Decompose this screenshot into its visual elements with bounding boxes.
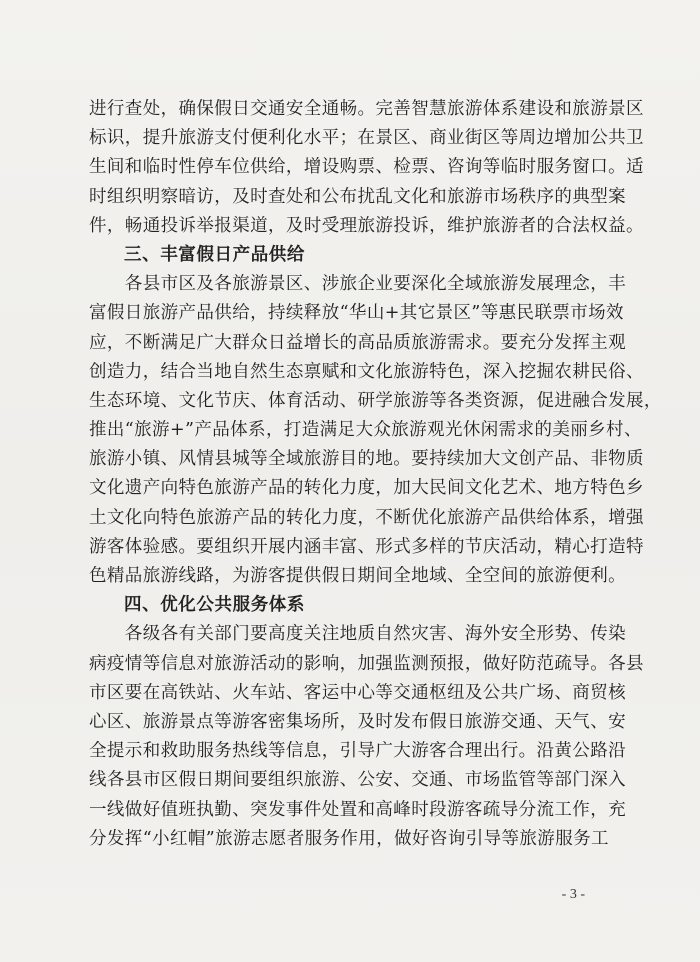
text-line: 市区要在高铁站、火车站、客运中心等交通枢纽及公共广场、商贸核 (89, 682, 626, 703)
page-number: - 3 - (561, 887, 585, 902)
text-line: 游客体验感。要组织开展内涵丰富、形式多样的节庆活动，精心打造特 (89, 536, 644, 557)
text-line: 各级各有关部门要高度关注地质自然灾害、海外安全形势、传染 (89, 624, 626, 645)
text-line: 色精品旅游线路，为游客提供假日期间全地域、全空间的旅游便利。 (89, 566, 626, 586)
text-line: 文化遗产向特色旅游产品的转化力度，加大民间文化艺术、地方特色乡 (89, 478, 644, 499)
text-line: 推出“旅游+”产品体系，打造满足大众旅游观光休闲需求的美丽乡村、 (89, 420, 642, 441)
text-line: 心区、旅游景点等游客密集场所，及时发布假日旅游交通、天气、安 (89, 711, 626, 732)
text-line: 富假日旅游产品供给，持续释放“华山+其它景区”等惠民联票市场效 (89, 303, 624, 324)
text-line: 分发挥“小红帽”旅游志愿者服务作用，做好咨询引导等旅游服务工 (89, 828, 609, 849)
text-line: 病疫情等信息对旅游活动的影响，加强监测预报，做好防范疏导。各县 (89, 653, 644, 674)
text-line: 进行查处，确保假日交通安全通畅。完善智慧旅游体系建设和旅游景区 (89, 99, 644, 119)
text-line: 件，畅通投诉举报渠道，及时受理旅游投诉，维护旅游者的合法权益。 (89, 215, 644, 236)
text-line: 生间和临时性停车位供给，增设购票、检票、咨询等临时服务窗口。适 (89, 157, 644, 178)
section-heading: 四、优化公共服务体系 (124, 595, 305, 616)
text-line: 旅游小镇、风情县城等全域旅游目的地。要持续加大文创产品、非物质 (89, 449, 644, 470)
body-text (89, 95, 662, 854)
text-line: 线各县市区假日期间要组织旅游、公安、交通、市场监管等部门深入 (89, 770, 626, 791)
text-line: 各县市区及各旅游景区、涉旅企业要深化全域旅游发展理念，丰 (89, 274, 626, 295)
text-line: 全提示和救助服务热线等信息，引导广大游客合理出行。沿黄公路沿 (89, 741, 626, 762)
text-line: 应，不断满足广大群众日益增长的高品质旅游需求。要充分发挥主观 (89, 332, 626, 353)
text-line: 创造力，结合当地自然生态禀赋和文化旅游特色，深入挖掘农耕民俗、 (89, 361, 644, 382)
text-line: 一线做好值班执勤、突发事件处置和高峰时段游客疏导分流工作，充 (89, 799, 626, 820)
section-heading: 三、丰富假日产品供给 (124, 244, 305, 265)
text-line: 时组织明察暗访，及时查处和公布扰乱文化和旅游市场秩序的典型案 (89, 186, 626, 207)
text-line: 标识，提升旅游支付便利化水平；在景区、商业街区等周边增加公共卫 (89, 128, 644, 149)
text-line: 生态环境、文化节庆、体育活动、研学旅游等各类资源，促进融合发展， (89, 390, 662, 411)
text-line: 土文化向特色旅游产品的转化力度，不断优化旅游产品供给体系，增强 (89, 507, 644, 528)
